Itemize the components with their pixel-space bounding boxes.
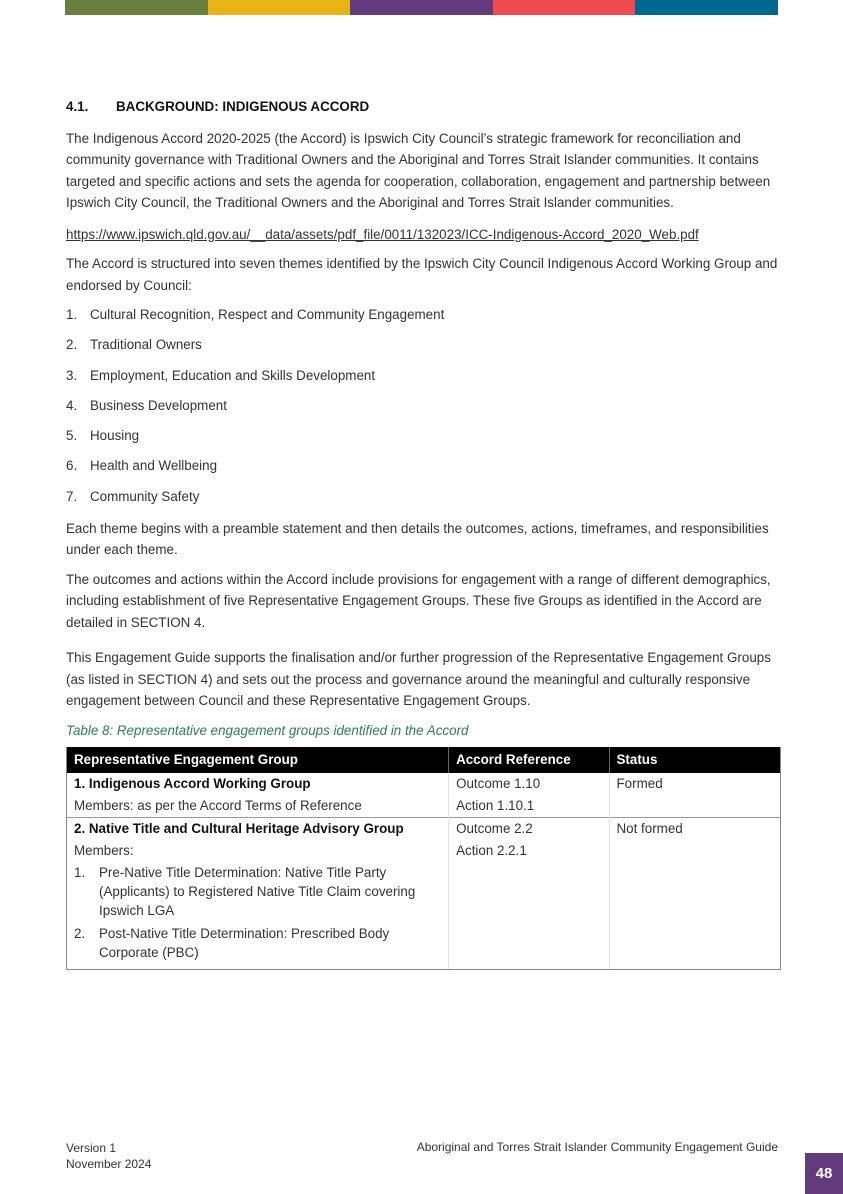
color-band-yellow: [208, 0, 351, 15]
page-number: 48: [805, 1153, 843, 1194]
accord-action: Action 1.10.1: [449, 795, 609, 818]
accord-action: Action 2.2.1: [449, 840, 609, 969]
themes-intro-paragraph: The Accord is structured into seven themes identified by the Ipswich City Council Indigenous Accord Working Group and endorsed by Council:: [66, 256, 778, 293]
table-row: [67, 817, 780, 840]
header-color-bar: [65, 0, 778, 15]
table-caption: Table 8: Representative engagement groups identified in the Accord: [66, 722, 469, 738]
engagement-groups-table: [67, 747, 780, 969]
color-band-green: [65, 0, 208, 15]
groups-table-wrapper: [66, 747, 781, 970]
table-row: [67, 773, 780, 795]
group-name: 1. Indigenous Accord Working Group: [74, 775, 311, 791]
list-item: 5. Housing: [66, 428, 140, 444]
group-members: Members:: [74, 842, 134, 858]
group-members: Members: as per the Accord Terms of Reference: [67, 795, 449, 818]
list-item: 2. Traditional Owners: [66, 337, 202, 353]
section-heading: [66, 96, 778, 118]
column-header: Representative Engagement Group: [67, 747, 449, 773]
list-item: 2. Post-Native Title Determination: Prescribed Body Corporate (PBC): [74, 925, 390, 960]
accord-outcome: Outcome 2.2: [449, 817, 609, 840]
list-item: 3. Employment, Education and Skills Development: [66, 367, 376, 383]
members-list: [74, 863, 424, 962]
guide-paragraph: This Engagement Guide supports the finalisation and/or further progression of the Representative Engagement Groups (as listed in SECTION 4) and sets out the process and governance around the meaningful and culturally responsive engagement between Council and these Representative Engagement Groups.: [66, 650, 771, 709]
list-item: 1. Pre-Native Title Determination: Native Title Party (Applicants) to Registered Native Title Claim covering Ipswich LGA: [74, 864, 416, 918]
list-item: 7. Community Safety: [66, 488, 200, 504]
preamble-paragraph: Each theme begins with a preamble statement and then details the outcomes, actions, timeframes, and responsibilities under each theme.: [66, 520, 769, 558]
accord-outcome: Outcome 1.10: [449, 773, 609, 795]
outcomes-paragraph: The outcomes and actions within the Accord include provisions for engagement with a range of different demographics, including establishment of five Representative Engagement Groups. These five Groups as identified in the Accord are detailed in SECTION 4.: [66, 571, 771, 630]
color-band-purple: [350, 0, 493, 15]
footer-version-info: [66, 1140, 151, 1172]
themes-list: [66, 304, 778, 510]
group-name: 2. Native Title and Cultural Heritage Advisory Group: [74, 820, 404, 836]
table-row: [67, 795, 780, 818]
list-item: 4. Business Development: [66, 397, 227, 413]
accord-pdf-link[interactable]: https://www.ipswich.qld.gov.au/__data/assets/pdf_file/0011/132023/ICC-Indigenous-Accord_2020_Web.pdf: [66, 226, 699, 242]
column-header: Accord Reference: [449, 747, 609, 773]
footer-version: Version 1: [66, 1141, 117, 1155]
group-status: Not formed: [609, 817, 780, 840]
group-status: Formed: [616, 775, 663, 791]
intro-paragraph: The Indigenous Accord 2020-2025 (the Accord) is Ipswich City Council’s strategic framework for reconciliation and community governance with Traditional Owners and the Aboriginal and Torres Strait Islander communities. It contains targeted and specific actions and sets the agenda for cooperation, collaboration, engagement and partnership between Ipswich City Council, the Traditional Owners and the Aboriginal and Torres Strait Islander communities.: [66, 130, 771, 210]
list-item: 1. Cultural Recognition, Respect and Community Engagement: [66, 307, 445, 322]
footer-document-title: Aboriginal and Torres Strait Islander Community Engagement Guide: [416, 1140, 778, 1154]
section-number: 4.1.: [66, 99, 89, 114]
page-content: [66, 96, 778, 976]
footer-date: November 2024: [66, 1157, 152, 1171]
list-item: 6. Health and Wellbeing: [66, 458, 218, 474]
color-band-red: [493, 0, 636, 15]
table-header-row: [67, 747, 780, 773]
table-row: [67, 840, 780, 969]
color-band-blue: [635, 0, 778, 15]
section-title: BACKGROUND: INDIGENOUS ACCORD: [116, 99, 370, 114]
column-header: Status: [609, 747, 780, 773]
